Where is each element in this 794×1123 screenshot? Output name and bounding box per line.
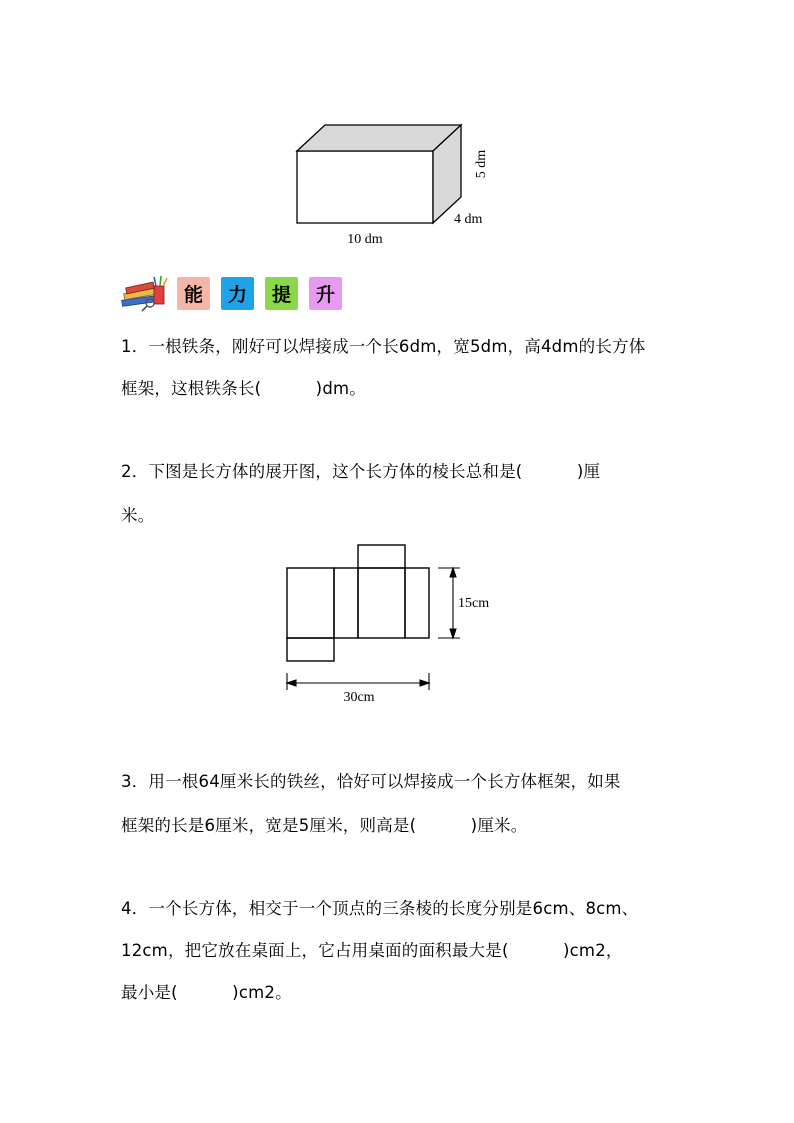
question-2-line-1: 2．下图是长方体的展开图，这个长方体的棱长总和是( )厘 [121,462,601,481]
cuboid-depth-label: 4 dm [454,212,483,227]
banner-char-1: 能 [177,277,210,310]
banner-char-3: 提 [265,277,298,310]
question-3-line-2: 框架的长是6厘米，宽是5厘米，则高是( )厘米。 [121,816,528,835]
cuboid-figure [290,118,500,250]
net-height-label: 15cm [458,596,490,611]
books-icon [120,276,172,312]
question-1-line-1: 1．一根铁条，刚好可以焊接成一个长6dm，宽5dm，高4dm的长方体 [121,337,646,356]
net-width-label: 30cm [343,690,375,705]
cuboid-length-label: 10 dm [347,232,383,247]
question-4-line-3: 最小是( )cm2。 [121,983,292,1002]
question-4-line-2: 12cm，把它放在桌面上，它占用桌面的面积最大是( )cm2， [121,941,623,960]
banner-char-2: 力 [221,277,254,310]
banner-char-4: 升 [309,277,342,310]
cuboid-net-figure [280,540,500,710]
cuboid-height-label: 5 dm [474,149,489,179]
question-1-line-2: 框架，这根铁条长( )dm。 [121,379,366,398]
question-2-line-2: 米。 [121,506,155,525]
question-4-line-1: 4．一个长方体，相交于一个顶点的三条棱的长度分别是6cm、8cm、 [121,899,639,918]
question-3-line-1: 3．用一根64厘米长的铁丝，恰好可以焊接成一个长方体框架，如果 [121,772,621,791]
